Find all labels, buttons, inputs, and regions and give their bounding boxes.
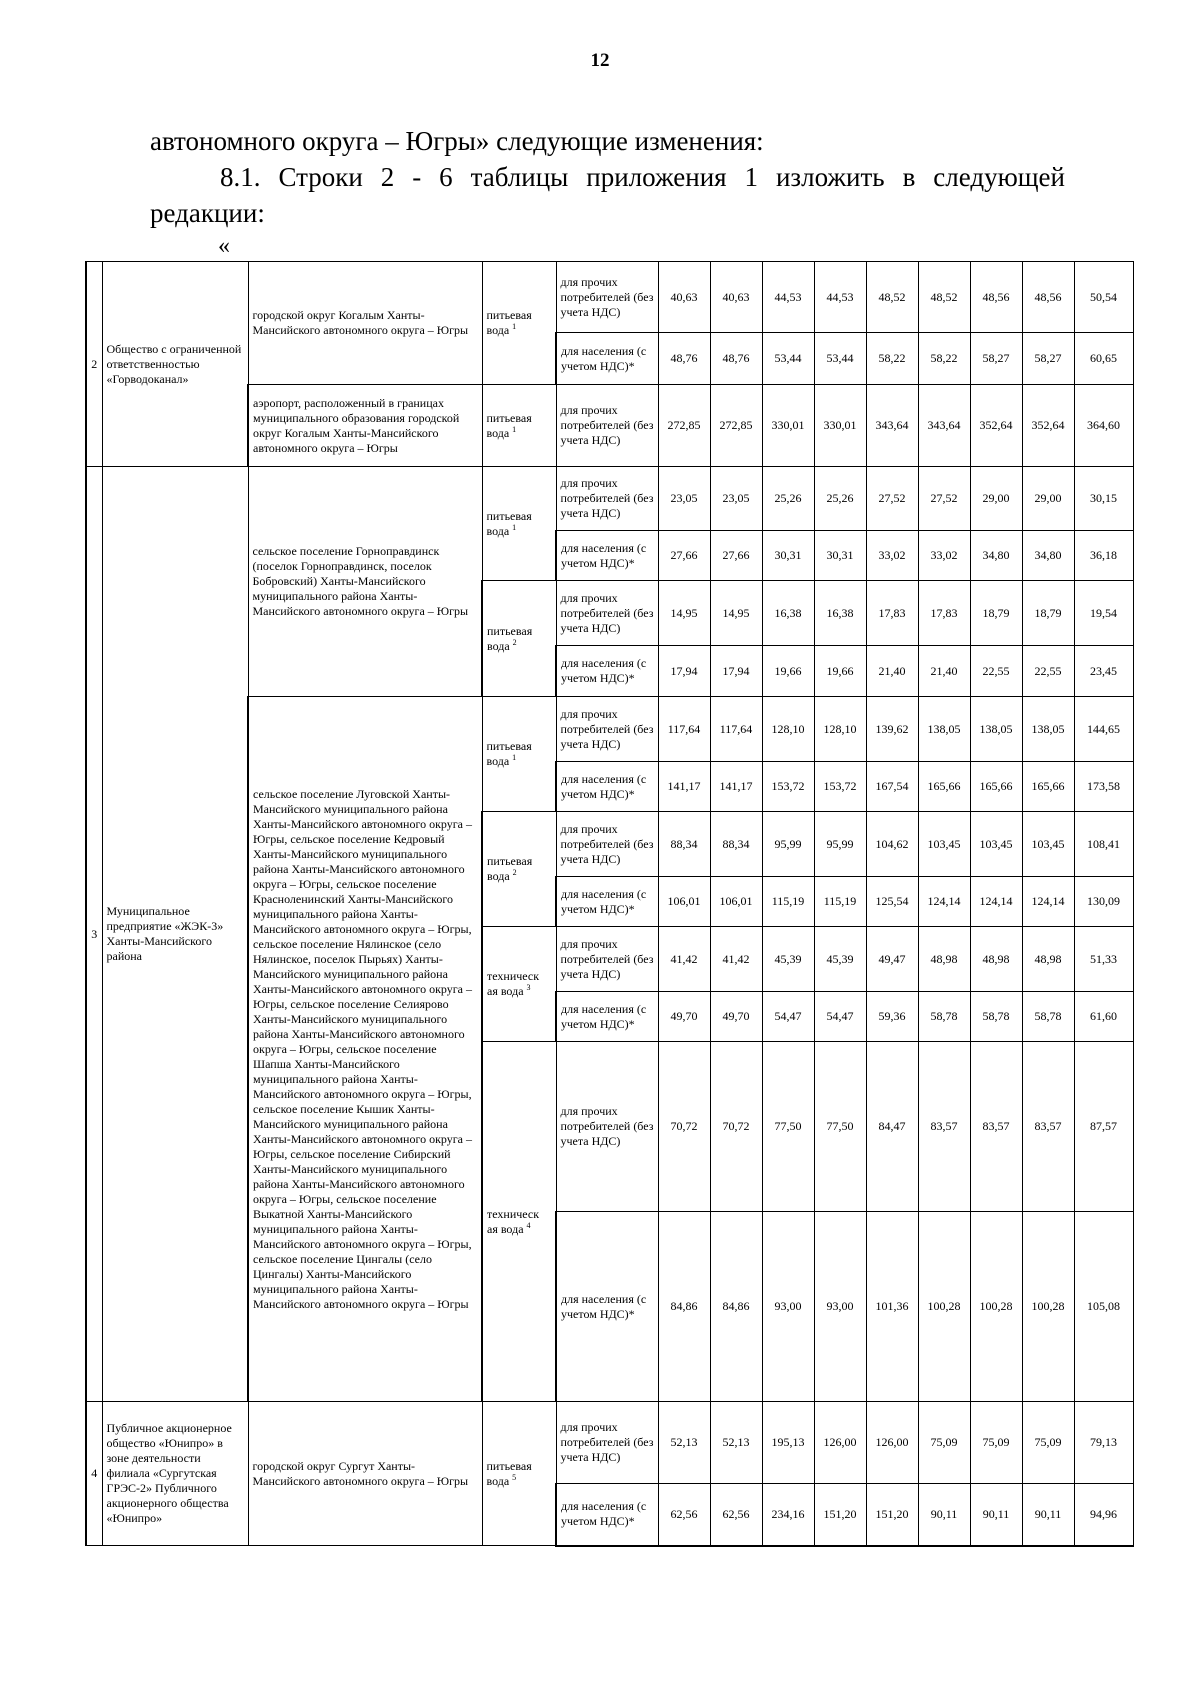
tariff-value: 40,63 bbox=[658, 262, 710, 333]
tariff-value: 139,62 bbox=[866, 697, 918, 762]
tariff-value: 103,45 bbox=[918, 812, 970, 877]
tariff-value: 60,65 bbox=[1074, 333, 1133, 385]
tariff-value: 14,95 bbox=[710, 581, 762, 646]
tariff-value: 44,53 bbox=[762, 262, 814, 333]
tariff-value: 61,60 bbox=[1074, 992, 1133, 1042]
tariff-value: 30,15 bbox=[1074, 467, 1133, 531]
territory-name: сельское поселение Горноправдинск (поселок Горноправдинск, поселок Бобровский) Ханты-Мансийского муниципального района Ханты-Мансийского автономного округа – Югры bbox=[248, 467, 482, 697]
tariff-value: 36,18 bbox=[1074, 531, 1133, 581]
tariff-value: 23,05 bbox=[710, 467, 762, 531]
consumer-category: для прочих потребителей (без учета НДС) bbox=[556, 467, 658, 531]
tariff-value: 30,31 bbox=[762, 531, 814, 581]
tariff-value: 25,26 bbox=[814, 467, 866, 531]
tariff-value: 117,64 bbox=[658, 697, 710, 762]
resource-type: техническ ая вода $^3$ bbox=[482, 927, 556, 1042]
tariff-value: 16,38 bbox=[762, 581, 814, 646]
tariff-value: 90,11 bbox=[1022, 1484, 1074, 1546]
tariff-value: 128,10 bbox=[814, 697, 866, 762]
resource-type: питьевая вода $^1$ bbox=[482, 262, 556, 385]
intro-line-1: автономного округа – Югры» следующие изменения: bbox=[150, 126, 764, 156]
consumer-category: для прочих потребителей (без учета НДС) bbox=[556, 385, 658, 467]
tariff-value: 18,79 bbox=[1022, 581, 1074, 646]
tariff-value: 77,50 bbox=[814, 1042, 866, 1212]
tariff-value: 167,54 bbox=[866, 762, 918, 812]
consumer-category: для населения (с учетом НДС)* bbox=[556, 333, 658, 385]
tariff-value: 343,64 bbox=[918, 385, 970, 467]
tariff-value: 29,00 bbox=[970, 467, 1022, 531]
tariff-value: 48,52 bbox=[918, 262, 970, 333]
resource-type: питьевая вода $^1$ bbox=[482, 697, 556, 812]
tariff-value: 75,09 bbox=[918, 1402, 970, 1484]
resource-type: техническ ая вода $^4$ bbox=[482, 1042, 556, 1402]
tariff-value: 58,78 bbox=[918, 992, 970, 1042]
tariff-value: 151,20 bbox=[814, 1484, 866, 1546]
consumer-category: для населения (с учетом НДС)* bbox=[556, 762, 658, 812]
intro-line-2: 8.1. Строки 2 - 6 таблицы приложения 1 изложить в следующей bbox=[220, 162, 1065, 192]
tariff-value: 130,09 bbox=[1074, 877, 1133, 927]
tariff-value: 100,28 bbox=[970, 1212, 1022, 1402]
table-row bbox=[86, 1402, 1133, 1484]
tariff-value: 77,50 bbox=[762, 1042, 814, 1212]
tariff-value: 138,05 bbox=[970, 697, 1022, 762]
tariff-value: 19,66 bbox=[814, 646, 866, 697]
tariff-value: 138,05 bbox=[1022, 697, 1074, 762]
tariff-value: 125,54 bbox=[866, 877, 918, 927]
tariff-value: 234,16 bbox=[762, 1484, 814, 1546]
tariff-value: 18,79 bbox=[970, 581, 1022, 646]
tariff-value: 117,64 bbox=[710, 697, 762, 762]
tariff-value: 33,02 bbox=[866, 531, 918, 581]
tariff-value: 90,11 bbox=[970, 1484, 1022, 1546]
consumer-category: для населения (с учетом НДС)* bbox=[556, 1484, 658, 1546]
consumer-category: для населения (с учетом НДС)* bbox=[556, 877, 658, 927]
tariff-value: 84,86 bbox=[710, 1212, 762, 1402]
consumer-category: для прочих потребителей (без учета НДС) bbox=[556, 262, 658, 333]
tariff-value: 27,52 bbox=[918, 467, 970, 531]
tariff-value: 58,78 bbox=[1022, 992, 1074, 1042]
tariff-value: 101,36 bbox=[866, 1212, 918, 1402]
tariff-value: 272,85 bbox=[710, 385, 762, 467]
tariff-value: 88,34 bbox=[710, 812, 762, 877]
tariff-value: 17,83 bbox=[918, 581, 970, 646]
tariff-value: 151,20 bbox=[866, 1484, 918, 1546]
consumer-category: для населения (с учетом НДС)* bbox=[556, 531, 658, 581]
tariff-value: 48,98 bbox=[918, 927, 970, 992]
tariff-value: 21,40 bbox=[866, 646, 918, 697]
tariff-value: 70,72 bbox=[710, 1042, 762, 1212]
tariff-value: 138,05 bbox=[918, 697, 970, 762]
tariff-value: 48,52 bbox=[866, 262, 918, 333]
tariff-value: 87,57 bbox=[1074, 1042, 1133, 1212]
tariff-value: 48,98 bbox=[1022, 927, 1074, 992]
tariff-value: 54,47 bbox=[814, 992, 866, 1042]
tariff-value: 58,27 bbox=[1022, 333, 1074, 385]
tariff-value: 343,64 bbox=[866, 385, 918, 467]
tariff-value: 165,66 bbox=[918, 762, 970, 812]
tariff-value: 124,14 bbox=[918, 877, 970, 927]
tariff-value: 30,31 bbox=[814, 531, 866, 581]
tariff-value: 29,00 bbox=[1022, 467, 1074, 531]
opening-quote-mark: « bbox=[218, 233, 230, 259]
tariff-table bbox=[85, 261, 1134, 1547]
tariff-value: 49,70 bbox=[710, 992, 762, 1042]
tariff-value: 58,78 bbox=[970, 992, 1022, 1042]
territory-name: аэропорт, расположенный в границах муниципального образования городской округ Когалым Ханты-Мансийского автономного округа – Югры bbox=[248, 385, 482, 467]
tariff-value: 58,22 bbox=[918, 333, 970, 385]
tariff-value: 330,01 bbox=[762, 385, 814, 467]
tariff-value: 165,66 bbox=[1022, 762, 1074, 812]
resource-type: питьевая вода $^1$ bbox=[482, 385, 556, 467]
tariff-value: 17,94 bbox=[710, 646, 762, 697]
organization-name: Общество с ограниченной ответственностью «Горводоканал» bbox=[102, 262, 248, 467]
territory-name: сельское поселение Луговской Ханты-Мансийского муниципального района Ханты-Мансийского автономного округа – Югры, сельское поселение Кедровый Ханты-Мансийского муниципального района Ханты-Мансийского автономного округа – Югры, сельское поселение Красноленинский Ханты-Мансийского муниципального района Ханты-Мансийского автономного округа – Югры, сельское поселение Нялинское (село Нялинское, поселок Пырьях) Ханты-Мансийского муниципального района Ханты-Мансийского автономного округа – Югры, сельское поселение Селиярово Ханты-Мансийского муниципального района Ханты-Мансийского автономного округа – Югры, сельское поселение Шапша Ханты-Мансийского муниципального района Ханты-Мансийского автономного округа – Югры, сельское поселение Кышик Ханты-Мансийского муниципального района Ханты-Мансийского автономного округа – Югры, сельское поселение Сибирский Ханты-Мансийского муниципального района Ханты-Мансийского автономного округа – Югры, сельское поселение Выкатной Ханты-Мансийского муниципального района Ханты-Мансийского автономного округа – Югры, сельское поселение Цингалы (село Цингалы) Ханты-Мансийского муниципального района Ханты-Мансийского автономного округа – Югры bbox=[248, 697, 482, 1402]
territory-name: городской округ Когалым Ханты-Мансийского автономного округа – Югры bbox=[248, 262, 482, 385]
organization-name: Муниципальное предприятие «ЖЭК-3» Ханты-Мансийского района bbox=[102, 467, 248, 1402]
tariff-value: 16,38 bbox=[814, 581, 866, 646]
tariff-value: 45,39 bbox=[814, 927, 866, 992]
tariff-value: 126,00 bbox=[866, 1402, 918, 1484]
tariff-value: 84,47 bbox=[866, 1042, 918, 1212]
row-number: 2 bbox=[86, 262, 102, 467]
tariff-value: 153,72 bbox=[814, 762, 866, 812]
tariff-value: 49,47 bbox=[866, 927, 918, 992]
tariff-value: 50,54 bbox=[1074, 262, 1133, 333]
consumer-category: для прочих потребителей (без учета НДС) bbox=[556, 1042, 658, 1212]
tariff-value: 195,13 bbox=[762, 1402, 814, 1484]
tariff-value: 48,98 bbox=[970, 927, 1022, 992]
table-row bbox=[86, 262, 1133, 333]
page-number: 12 bbox=[590, 50, 610, 71]
tariff-value: 41,42 bbox=[658, 927, 710, 992]
tariff-value: 58,22 bbox=[866, 333, 918, 385]
consumer-category: для прочих потребителей (без учета НДС) bbox=[556, 812, 658, 877]
tariff-value: 34,80 bbox=[1022, 531, 1074, 581]
table-row bbox=[86, 467, 1133, 531]
tariff-value: 93,00 bbox=[762, 1212, 814, 1402]
tariff-value: 103,45 bbox=[1022, 812, 1074, 877]
intro-line-3: редакции: bbox=[150, 198, 265, 228]
tariff-value: 141,17 bbox=[658, 762, 710, 812]
tariff-value: 272,85 bbox=[658, 385, 710, 467]
tariff-value: 103,45 bbox=[970, 812, 1022, 877]
resource-type: питьевая вода $^5$ bbox=[482, 1402, 556, 1546]
tariff-value: 17,94 bbox=[658, 646, 710, 697]
tariff-value: 52,13 bbox=[658, 1402, 710, 1484]
tariff-value: 58,27 bbox=[970, 333, 1022, 385]
tariff-value: 17,83 bbox=[866, 581, 918, 646]
tariff-value: 22,55 bbox=[1022, 646, 1074, 697]
tariff-value: 94,96 bbox=[1074, 1484, 1133, 1546]
tariff-value: 49,70 bbox=[658, 992, 710, 1042]
tariff-value: 48,76 bbox=[658, 333, 710, 385]
tariff-value: 48,56 bbox=[970, 262, 1022, 333]
consumer-category: для прочих потребителей (без учета НДС) bbox=[556, 697, 658, 762]
tariff-value: 165,66 bbox=[970, 762, 1022, 812]
tariff-value: 40,63 bbox=[710, 262, 762, 333]
tariff-value: 54,47 bbox=[762, 992, 814, 1042]
tariff-value: 51,33 bbox=[1074, 927, 1133, 992]
tariff-value: 25,26 bbox=[762, 467, 814, 531]
tariff-value: 141,17 bbox=[710, 762, 762, 812]
tariff-value: 95,99 bbox=[762, 812, 814, 877]
tariff-value: 83,57 bbox=[918, 1042, 970, 1212]
tariff-value: 124,14 bbox=[1022, 877, 1074, 927]
tariff-value: 27,66 bbox=[710, 531, 762, 581]
tariff-value: 105,08 bbox=[1074, 1212, 1133, 1402]
tariff-value: 83,57 bbox=[970, 1042, 1022, 1212]
tariff-value: 53,44 bbox=[762, 333, 814, 385]
tariff-value: 19,66 bbox=[762, 646, 814, 697]
tariff-value: 90,11 bbox=[918, 1484, 970, 1546]
tariff-value: 75,09 bbox=[1022, 1402, 1074, 1484]
tariff-value: 14,95 bbox=[658, 581, 710, 646]
consumer-category: для населения (с учетом НДС)* bbox=[556, 992, 658, 1042]
tariff-value: 88,34 bbox=[658, 812, 710, 877]
tariff-value: 70,72 bbox=[658, 1042, 710, 1212]
tariff-value: 104,62 bbox=[866, 812, 918, 877]
tariff-value: 19,54 bbox=[1074, 581, 1133, 646]
resource-type: питьевая вода $^2$ bbox=[482, 581, 556, 697]
tariff-value: 100,28 bbox=[1022, 1212, 1074, 1402]
consumer-category: для населения (с учетом НДС)* bbox=[556, 646, 658, 697]
row-number: 4 bbox=[86, 1402, 102, 1546]
row-number: 3 bbox=[86, 467, 102, 1402]
consumer-category: для населения (с учетом НДС)* bbox=[556, 1212, 658, 1402]
tariff-value: 352,64 bbox=[970, 385, 1022, 467]
tariff-value: 23,45 bbox=[1074, 646, 1133, 697]
tariff-value: 100,28 bbox=[918, 1212, 970, 1402]
tariff-value: 53,44 bbox=[814, 333, 866, 385]
organization-name: Публичное акционерное общество «Юнипро» в зоне деятельности филиала «Сургутская ГРЭС-2» Публичного акционерного общества «Юнипро» bbox=[102, 1402, 248, 1546]
tariff-value: 124,14 bbox=[970, 877, 1022, 927]
consumer-category: для прочих потребителей (без учета НДС) bbox=[556, 581, 658, 646]
tariff-value: 330,01 bbox=[814, 385, 866, 467]
territory-name: городской округ Сургут Ханты-Мансийского автономного округа – Югры bbox=[248, 1402, 482, 1546]
tariff-value: 83,57 bbox=[1022, 1042, 1074, 1212]
tariff-value: 84,86 bbox=[658, 1212, 710, 1402]
tariff-value: 59,36 bbox=[866, 992, 918, 1042]
resource-type: питьевая вода $^1$ bbox=[482, 467, 556, 581]
tariff-value: 126,00 bbox=[814, 1402, 866, 1484]
tariff-value: 62,56 bbox=[658, 1484, 710, 1546]
tariff-value: 173,58 bbox=[1074, 762, 1133, 812]
tariff-value: 23,05 bbox=[658, 467, 710, 531]
tariff-value: 21,40 bbox=[918, 646, 970, 697]
tariff-value: 27,66 bbox=[658, 531, 710, 581]
tariff-value: 79,13 bbox=[1074, 1402, 1133, 1484]
consumer-category: для прочих потребителей (без учета НДС) bbox=[556, 1402, 658, 1484]
tariff-value: 48,76 bbox=[710, 333, 762, 385]
tariff-value: 106,01 bbox=[710, 877, 762, 927]
tariff-value: 45,39 bbox=[762, 927, 814, 992]
tariff-value: 48,56 bbox=[1022, 262, 1074, 333]
consumer-category: для прочих потребителей (без учета НДС) bbox=[556, 927, 658, 992]
tariff-value: 115,19 bbox=[814, 877, 866, 927]
tariff-value: 75,09 bbox=[970, 1402, 1022, 1484]
tariff-value: 41,42 bbox=[710, 927, 762, 992]
tariff-value: 352,64 bbox=[1022, 385, 1074, 467]
tariff-value: 22,55 bbox=[970, 646, 1022, 697]
tariff-value: 364,60 bbox=[1074, 385, 1133, 467]
tariff-value: 93,00 bbox=[814, 1212, 866, 1402]
tariff-value: 144,65 bbox=[1074, 697, 1133, 762]
tariff-value: 52,13 bbox=[710, 1402, 762, 1484]
tariff-value: 62,56 bbox=[710, 1484, 762, 1546]
tariff-value: 95,99 bbox=[814, 812, 866, 877]
tariff-value: 108,41 bbox=[1074, 812, 1133, 877]
tariff-value: 115,19 bbox=[762, 877, 814, 927]
tariff-value: 106,01 bbox=[658, 877, 710, 927]
tariff-value: 128,10 bbox=[762, 697, 814, 762]
tariff-value: 44,53 bbox=[814, 262, 866, 333]
tariff-value: 34,80 bbox=[970, 531, 1022, 581]
tariff-value: 33,02 bbox=[918, 531, 970, 581]
resource-type: питьевая вода $^2$ bbox=[482, 812, 556, 927]
tariff-value: 27,52 bbox=[866, 467, 918, 531]
tariff-value: 153,72 bbox=[762, 762, 814, 812]
